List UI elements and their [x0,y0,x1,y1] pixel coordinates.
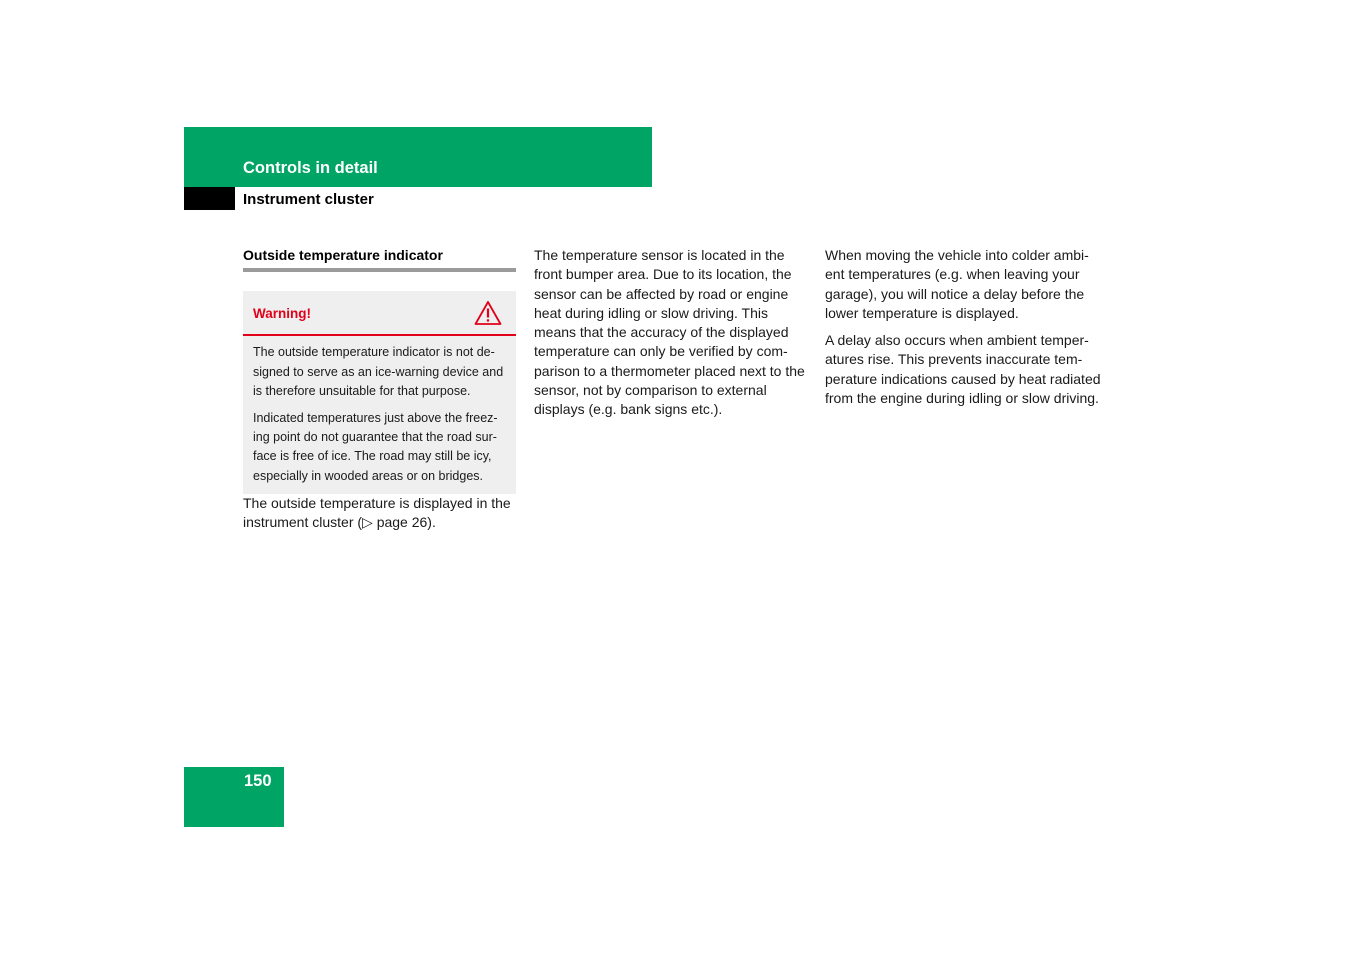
body-paragraph: The temperature sensor is located in the front bumper area. Due to its location, the sensor can be affected by road or engine heat during idling or slow driving. This means that the accuracy of the displayed temperature can only be verified by com-parison to a thermometer placed next to the sensor, not by comparison to external displays (e.g. bank signs etc.). [534,247,805,418]
body-paragraph: A delay also occurs when ambient temper-atures rise. This prevents inaccurate tem-perature indications caused by heat radiated from the engine during idling or slow driving. [825,332,1101,407]
warning-paragraph: Indicated temperatures just above the freez-ing point do not guarantee that the road sur-face is free of ice. The road may still be icy, especially in wooded areas or on bridges. [253,410,498,483]
chapter-title: Controls in detail [243,159,378,177]
warning-header [243,291,516,336]
warning-paragraph: The outside temperature indicator is not de-signed to serve as an ice-warning device and is therefore unsuitable for that purpose. [253,345,504,399]
warning-body [243,336,516,494]
topic-heading: Outside temperature indicator [243,246,516,272]
column-2 [534,246,806,428]
section-title: Instrument cluster [243,191,374,208]
page-number: 150 [244,772,272,790]
body-paragraph: When moving the vehicle into colder ambi-ent temperatures (e.g. when leaving your garage), you will notice a delay before the lower temperature is displayed. [825,247,1089,321]
column-1 [243,246,516,541]
section-tab-marker [184,187,235,210]
warning-triangle-icon [474,300,502,326]
warning-box [243,291,516,494]
header-band [184,127,652,187]
body-paragraph: The outside temperature is displayed in the instrument cluster (▷ page 26). [243,495,511,531]
column-3 [825,246,1101,416]
warning-label: Warning! [253,306,311,322]
